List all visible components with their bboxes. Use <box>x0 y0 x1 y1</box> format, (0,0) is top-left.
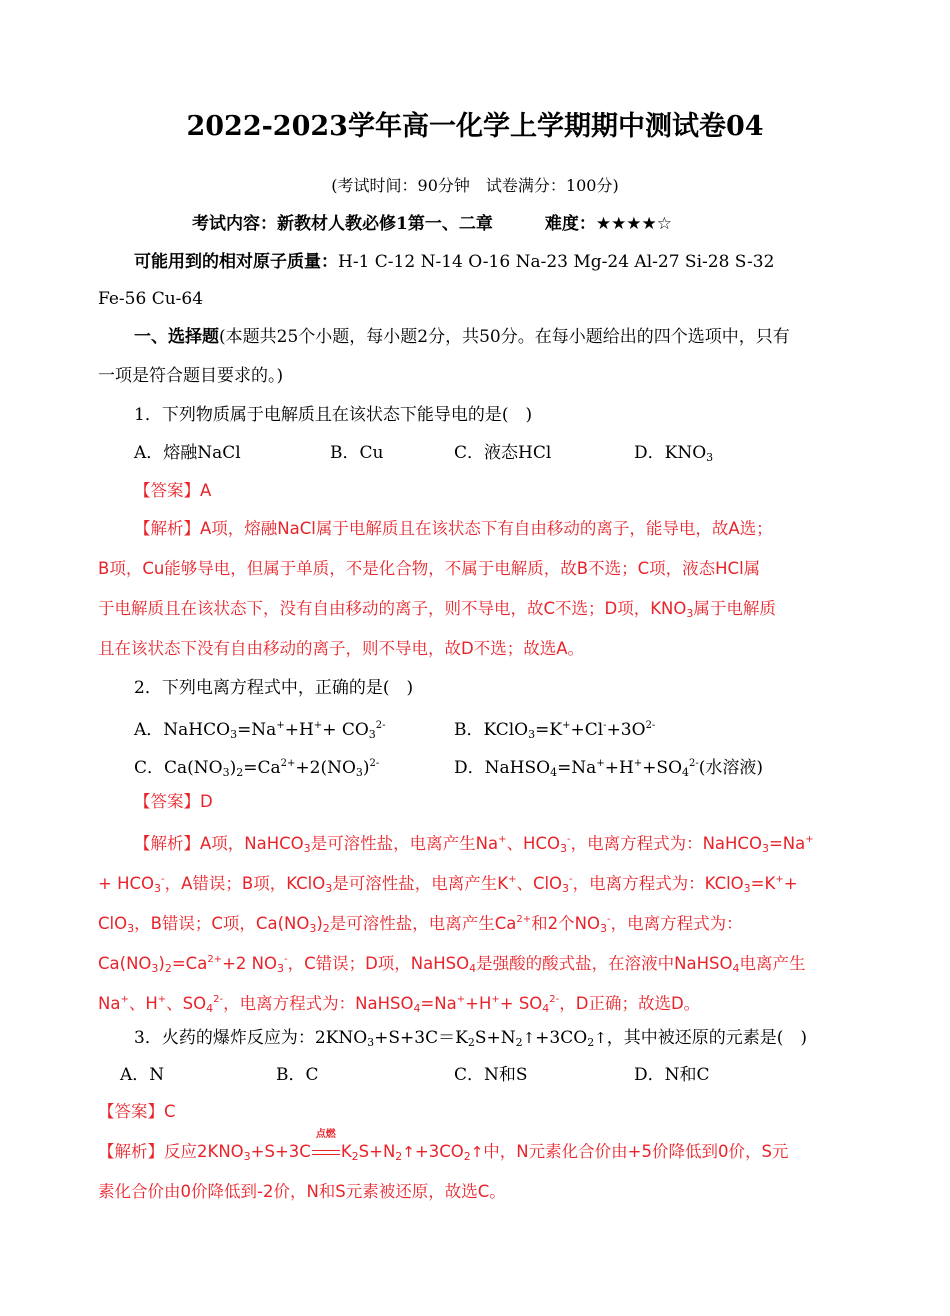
q1-stem: 1．下列物质属于电解质且在该状态下能导电的是( ) <box>134 405 533 425</box>
q3-explanation-1: 【解析】反应$2KNO_3+S+3C$ 点燃 $K_2S+N_2↑+3CO_2↑$中，N元素化合价由+5价降低到0价，S元 <box>98 1129 789 1163</box>
analysis-label: 【解析】 <box>134 519 200 538</box>
section-heading <box>134 326 790 348</box>
q1-option-a: A．熔融NaCl <box>134 443 241 463</box>
q2-option-d: D．$NaHSO_4=Na^++H^++SO_4^{2-}$(水溶液) <box>454 758 764 779</box>
q1-explanation-4: 且在该状态下没有自由移动的离子，则不导电，故D不选；故选A。 <box>98 639 584 658</box>
atomic-mass-values-2: Fe-56 Cu-64 <box>98 289 204 309</box>
q1-option-d: D．$KNO_3$ <box>634 443 714 464</box>
q1-answer: 【答案】A <box>134 481 212 500</box>
q1-explanation-3: 于电解质且在该状态下，没有自由移动的离子，则不导电，故C不选；D项，$KNO_3$属于电解质 <box>98 599 776 620</box>
q2-option-a: A．NaHCO$_3$=Na++H++ $CO_3^{2-}$ <box>134 720 386 741</box>
section-desc: (本题共25个小题，每小题2分，共50分。在每小题给出的四个选项中，只有 <box>219 327 790 347</box>
section-name: 一、选择题 <box>134 327 219 347</box>
exam-info: (考试时间：90分钟 试卷满分：100分) <box>331 176 619 195</box>
q3-option-c: C．N和S <box>454 1065 528 1085</box>
q2-explanation-2: + $HCO_3^-$，A错误；B项，KClO$_3$是可溶性盐，电离产生K+、ClO$_3$-，电离方程式为：KClO$_3$=K++ <box>98 874 798 895</box>
q2-option-c: C．$Ca(NO_3)_2=Ca^{2+}+2(NO_3)^{2-}$ <box>134 758 380 779</box>
atomic-mass-label: 可能用到的相对原子质量： <box>134 252 338 272</box>
page-title: 2022-2023学年高一化学上学期期中测试卷04 <box>186 111 764 142</box>
difficulty-label: 难度： <box>544 214 596 234</box>
q1-option-c: C．液态HCl <box>454 443 552 463</box>
q2-explanation-3: ClO$_3$，B错误；C项，$Ca(NO_3)_2$是可溶性盐，电离产生$Ca^{2+}$和2个$NO_3^-$，电离方程式为： <box>98 914 743 935</box>
q3-option-a: A．N <box>120 1065 165 1085</box>
q2-option-b: B．$KClO_3=K^++Cl^-+3O^{2-}$ <box>454 720 656 741</box>
q1-option-b: B．Cu <box>330 443 384 463</box>
q2-stem: 2．下列电离方程式中，正确的是( ) <box>134 678 414 698</box>
q1-explanation-2: B项，Cu能够导电，但属于单质，不是化合物，不属于电解质，故B不选；C项，液态HCl属 <box>98 559 761 578</box>
q3-option-d: D．N和C <box>634 1065 710 1085</box>
analysis-label: 【解析】 <box>134 834 200 853</box>
answer-label: 【答案】 <box>134 481 200 500</box>
answer-label: 【答案】 <box>98 1102 164 1121</box>
q2-explanation-4: $Ca(NO_3)_2=Ca^{2+}+2$ $NO_3^-$，C错误；D项，NaHSO$_4$是强酸的酸式盐，在溶液中NaHSO$_4$电离产生 <box>98 954 806 975</box>
analysis-label: 【解析】 <box>98 1142 164 1161</box>
q2-explanation-5: Na+、H+、$SO_4^{2-}$，电离方程式为：NaHSO$_4$=Na++H++ $SO_4^{2-}$，D正确；故选D。 <box>98 994 701 1015</box>
exam-content <box>192 213 672 235</box>
q3-explanation-2: 素化合价由0价降低到-2价，N和S元素被还原，故选C。 <box>98 1182 506 1201</box>
q3-answer: 【答案】C <box>98 1102 176 1121</box>
atomic-mass-line <box>134 251 774 273</box>
q1-explanation-1: 【解析】A项，熔融NaCl属于电解质且在该状态下有自由移动的离子，能导电，故A选； <box>134 519 773 538</box>
q3-option-b: B．C <box>276 1065 319 1085</box>
atomic-mass-values: H-1 C-12 N-14 O-16 Na-23 Mg-24 Al-27 Si-28 S-32 <box>338 252 775 272</box>
answer-label: 【答案】 <box>134 792 200 811</box>
ignite-condition: 点燃 <box>311 1141 341 1163</box>
content-label: 考试内容：新教材人教必修1第一、二章 <box>192 214 493 234</box>
q2-explanation-1: 【解析】A项，NaHCO$_3$是可溶性盐，电离产生Na+、$HCO_3^-$，电离方程式为：NaHCO$_3$=Na+ <box>134 834 814 855</box>
q2-answer: 【答案】D <box>134 792 213 811</box>
q3-stem: 3．火药的爆炸反应为：$2KNO_3+S+3C=K_2S+N_2↑+3CO_2↑$，其中被还原的元素是( ) <box>134 1028 808 1049</box>
difficulty-stars: ★★★★☆ <box>595 214 673 234</box>
section-desc-2: 一项是符合题目要求的。) <box>98 366 284 386</box>
